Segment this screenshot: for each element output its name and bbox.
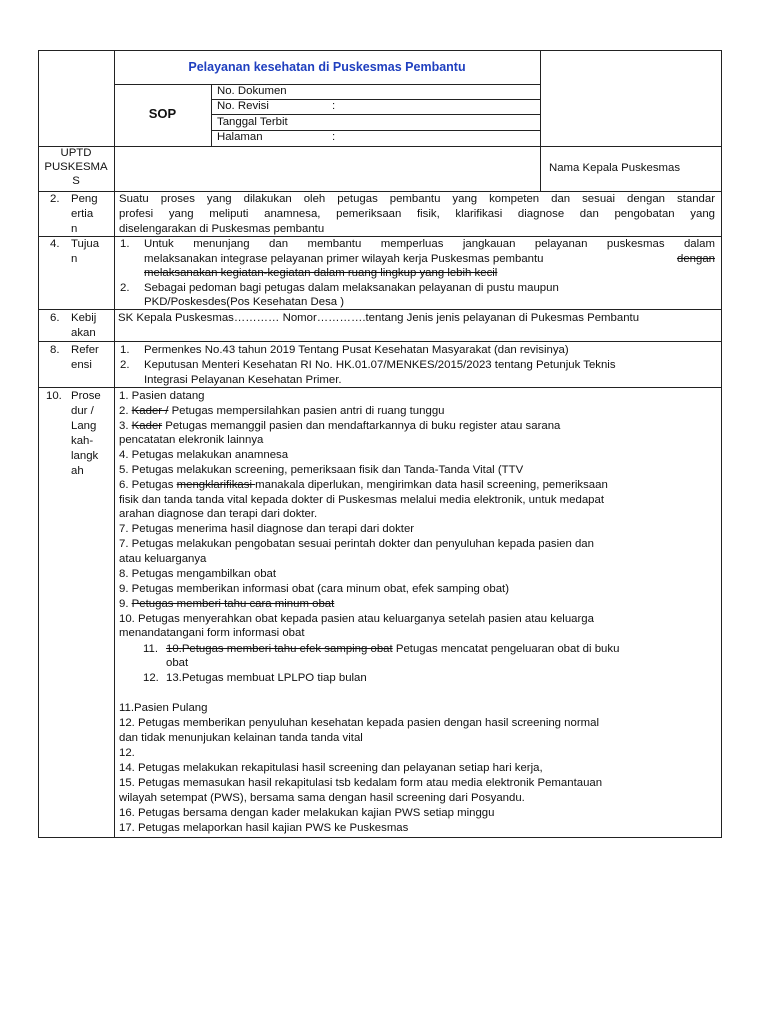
sop-label: SOP [148, 106, 177, 121]
step-text: Petugas mencatat pengeluaran obat di buku [392, 643, 620, 655]
section-label: Tujua [71, 238, 100, 250]
procedure-step: 15. Petugas memasukan hasil rekapitulasi tsb kedalam form atau media elektronik Pemantauan [119, 777, 603, 789]
section-number: 6. [50, 312, 60, 324]
page-title: Pelayanan kesehatan di Puskesmas Pembantu [188, 60, 466, 74]
step-number: 11. [143, 643, 158, 655]
meta-label-no-dokumen: No. Dokumen [217, 85, 287, 97]
procedure-step: 7. Petugas melakukan pengobatan sesuai perintah dokter dan penyuluhan kepada pasien dan [119, 538, 594, 550]
section-label: Lang [71, 420, 97, 432]
procedure-step [166, 642, 619, 656]
struck-text: Kader / [131, 405, 169, 417]
procedure-step: menandatangani form informasi obat [119, 627, 305, 639]
tujuan-item: Sebagai pedoman bagi petugas dalam melaksanakan pelayanan di pustu maupun [144, 282, 559, 294]
procedure-step: 14. Petugas melakukan rekapitulasi hasil screening dan pelayanan setiap hari kerja, [119, 762, 543, 774]
referensi-item: Permenkes No.43 tahun 2019 Tentang Pusat Kesehatan Masyarakat (dan revisinya) [144, 344, 569, 356]
org-name: PUSKESMA [44, 161, 108, 173]
step-number: 2. [119, 405, 132, 417]
section-number: 10. [46, 390, 62, 402]
list-index: 2. [120, 359, 130, 371]
struck-text: 10.Petugas memberi tahu efek samping obat [166, 643, 393, 655]
step-number: 12. [143, 672, 159, 684]
section-label: n [71, 223, 78, 235]
procedure-step: wilayah setempat (PWS), bersama sama dengan hasil screening dari Posyandu. [119, 792, 525, 804]
section-number: 8. [50, 344, 60, 356]
section-label: Peng [71, 193, 98, 205]
section-number: 4. [50, 238, 60, 250]
section-label: Refer [71, 344, 99, 356]
meta-label-halaman: Halaman [217, 131, 263, 143]
section-label: ah [71, 465, 84, 477]
procedure-step: 4. Petugas melakukan anamnesa [119, 449, 289, 461]
section-label: n [71, 253, 78, 265]
tujuan-item [144, 252, 715, 266]
procedure-step: 16. Petugas bersama dengan kader melakukan kajian PWS setiap minggu [119, 807, 495, 819]
section-number: 2. [50, 193, 60, 205]
meta-colon: : [332, 100, 336, 112]
struck-text: mengklarifikasi [176, 479, 256, 491]
step-number: 9. [119, 598, 132, 610]
step-text: Petugas mempersilahkan pasien antri di ruang tunggu [168, 405, 445, 417]
section-label: langk [71, 450, 99, 462]
procedure-step: pencatatan elekronik lainnya [119, 434, 264, 446]
list-index: 1. [120, 238, 130, 250]
procedure-step: 1. Pasien datang [119, 390, 205, 402]
struck-text: dengan [676, 253, 715, 265]
procedure-step [119, 404, 445, 418]
procedure-step: 9. Petugas memberikan informasi obat (cara minum obat, efek samping obat) [119, 583, 510, 595]
procedure-step [119, 419, 560, 433]
section-label: ensi [71, 359, 92, 371]
struck-text: Kader [131, 420, 163, 432]
list-index: 2. [120, 282, 130, 294]
procedure-step [119, 597, 334, 611]
meta-label-no-revisi: No. Revisi [217, 100, 269, 112]
procedure-step: 5. Petugas melakukan screening, pemeriksaan fisik dan Tanda-Tanda Vital (TTV [119, 464, 524, 476]
procedure-step: 12. Petugas memberikan penyuluhan kesehatan kepada pasien dengan hasil screening normal [119, 717, 599, 729]
list-index: 1. [120, 344, 130, 356]
procedure-step: 7. Petugas menerima hasil diagnose dan terapi dari dokter [119, 523, 415, 535]
struck-text: Petugas memberi tahu cara minum obat [131, 598, 335, 610]
section-label: Prose [71, 390, 101, 402]
kepala-puskesmas: Nama Kepala Puskesmas [549, 162, 681, 174]
procedure-step: fisik dan tanda tanda vital kepada dokter di Puskesmas melalui media elektronik, untuk medapat [119, 494, 605, 506]
meta-label-tanggal-terbit: Tanggal Terbit [217, 116, 288, 128]
pengertian-text: Suatu proses yang dilakukan oleh petugas pembantu yang kompeten dan sesuai dengan standar [119, 193, 715, 205]
section-label: dur / [71, 405, 94, 417]
tujuan-item: Untuk menunjang dan membantu memperluas jangkauan pelayanan puskesmas dalam [144, 238, 715, 250]
section-label: Kebij [71, 312, 97, 324]
procedure-step: atau keluarganya [119, 553, 207, 565]
procedure-step: 11.Pasien Pulang [119, 702, 208, 714]
procedure-step: 8. Petugas mengambilkan obat [119, 568, 277, 580]
procedure-step [119, 478, 608, 492]
step-text: manakala diperlukan, mengirimkan data hasil screening, pemeriksaan [255, 479, 608, 491]
section-label: ertia [71, 208, 94, 220]
procedure-step: dan tidak menunjukan kelainan tanda tanda vital [119, 732, 363, 744]
referensi-item: Integrasi Pelayanan Kesehatan Primer. [144, 374, 342, 386]
procedure-step: 13.Petugas membuat LPLPO tiap bulan [166, 672, 367, 684]
pengertian-text: profesi yang meliputi anamnesa, pemeriksaan fisik, klarifikasi diagnose dan pengobatan yang [119, 208, 715, 220]
tujuan-item: PKD/Poskesdes(Pos Kesehatan Desa ) [144, 296, 345, 308]
meta-colon: : [332, 131, 336, 143]
section-label: kah- [71, 435, 94, 447]
kebijakan-text: SK Kepala Puskesmas………… Nomor………….tentang Jenis jenis pelayanan di Pukesmas Pembantu [118, 312, 640, 324]
struck-text: melaksanakan kegiatan-kegiatan dalam ruang lingkup yang lebih kecil [144, 267, 498, 279]
procedure-step: obat [166, 657, 189, 669]
step-text: 6. Petugas [119, 479, 177, 491]
section-label: akan [71, 327, 96, 339]
procedure-step: 12. [119, 747, 135, 759]
procedure-step: 17. Petugas melaporkan hasil kajian PWS ke Puskesmas [119, 822, 409, 834]
org-name: S [72, 175, 80, 187]
pengertian-text: diselengarakan di Puskesmas pembantu [119, 223, 325, 235]
procedure-step: 10. Petugas menyerahkan obat kepada pasien atau keluarganya setelah pasien atau keluarga [119, 613, 594, 625]
step-number: 3. [119, 420, 132, 432]
tujuan-item-text: melaksanakan integrase pelayanan primer wilayah kerja Puskesmas pembantu [144, 253, 544, 265]
procedure-step: arahan diagnose dan terapi dari dokter. [119, 508, 318, 520]
referensi-item: Keputusan Menteri Kesehatan RI No. HK.01.07/MENKES/2015/2023 tentang Petunjuk Teknis [144, 359, 616, 371]
org-name: UPTD [60, 147, 92, 159]
step-text: Petugas memanggil pasien dan mendaftarkannya di buku register atau sarana [162, 420, 561, 432]
